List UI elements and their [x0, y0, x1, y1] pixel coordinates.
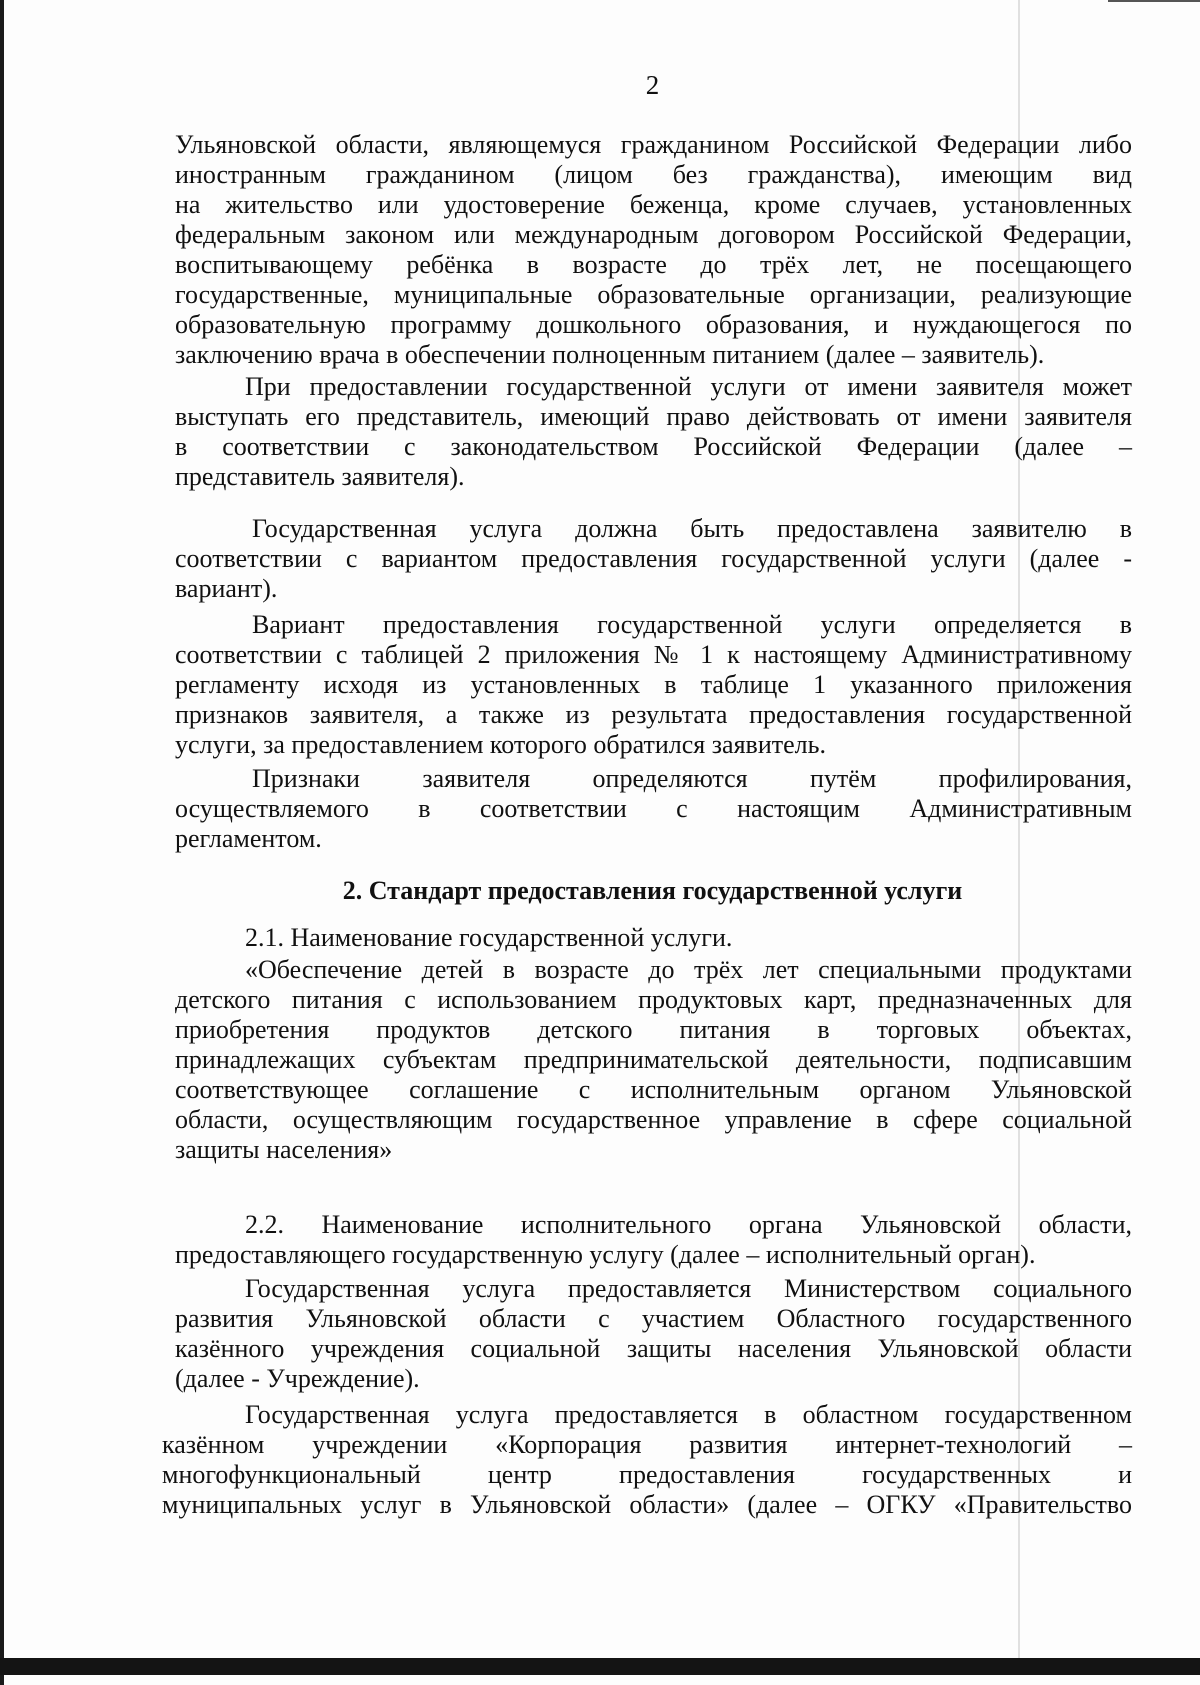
- text-line: заключению врача в обеспечении полноценным питанием (далее – заявитель).: [175, 340, 1045, 369]
- text-line: Вариант предоставления государственной услуги определяется в: [252, 610, 1132, 639]
- text-line: регламентом.: [175, 824, 322, 853]
- text-line: в соответствии с законодательством Российской Федерации (далее –: [175, 432, 1132, 461]
- text-line: принадлежащих субъектам предпринимательской деятельности, подписавшим: [175, 1045, 1132, 1074]
- section-heading: 2. Стандарт предоставления государственной услуги: [342, 876, 963, 905]
- page-number: 2: [645, 70, 660, 100]
- text-line: соответствии с таблицей 2 приложения № 1 к настоящему Административному: [175, 640, 1132, 669]
- text-line: соответствии с вариантом предоставления государственной услуги (далее -: [175, 544, 1132, 573]
- text-line: воспитывающему ребёнка в возрасте до трёх лет, не посещающего: [175, 250, 1132, 279]
- scan-bottom-bar: [0, 1658, 1200, 1675]
- text-line: Государственная услуга предоставляется в областном государственном: [245, 1400, 1132, 1429]
- text-line: Государственная услуга предоставляется Министерством социального: [245, 1274, 1132, 1303]
- scan-left-edge: [0, 0, 4, 1685]
- scan-top-mark: [1108, 0, 1200, 2]
- text-line: вариант).: [175, 574, 278, 603]
- text-line: государственные, муниципальные образовательные организации, реализующие: [175, 280, 1132, 309]
- text-line: предоставляющего государственную услугу (далее – исполнительный орган).: [175, 1240, 1036, 1269]
- text-line: на жительство или удостоверение беженца, кроме случаев, установленных: [175, 190, 1132, 219]
- text-line: муниципальных услуг в Ульяновской области» (далее – ОГКУ «Правительство: [162, 1490, 1132, 1519]
- subsection-title: 2.2. Наименование исполнительного органа Ульяновской области,: [245, 1210, 1132, 1239]
- text-line: выступать его представитель, имеющий право действовать от имени заявителя: [175, 402, 1132, 431]
- text-line: казённого учреждения социальной защиты населения Ульяновской области: [175, 1334, 1132, 1363]
- text-line: области, осуществляющим государственное управление в сфере социальной: [175, 1105, 1132, 1134]
- text-line: (далее - Учреждение).: [175, 1364, 420, 1393]
- text-line: регламенту исходя из установленных в таблице 1 указанного приложения: [175, 670, 1132, 699]
- text-line: При предоставлении государственной услуги от имени заявителя может: [245, 372, 1132, 401]
- text-line: казённом учреждении «Корпорация развития интернет-технологий –: [162, 1430, 1132, 1459]
- text-line: Ульяновской области, являющемуся гражданином Российской Федерации либо: [175, 130, 1132, 159]
- text-line: услуги, за предоставлением которого обратился заявитель.: [175, 730, 826, 759]
- text-line: иностранным гражданином (лицом без гражданства), имеющим вид: [175, 160, 1132, 189]
- text-line: признаков заявителя, а также из результата предоставления государственной: [175, 700, 1132, 729]
- subsection-title: 2.1. Наименование государственной услуги.: [245, 923, 733, 952]
- text-line: развития Ульяновской области с участием Областного государственного: [175, 1304, 1132, 1333]
- text-line: представитель заявителя).: [175, 462, 465, 491]
- text-line: детского питания с использованием продуктовых карт, предназначенных для: [175, 985, 1132, 1014]
- text-line: образовательную программу дошкольного образования, и нуждающегося по: [175, 310, 1132, 339]
- text-line: Признаки заявителя определяются путём профилирования,: [252, 764, 1132, 793]
- text-line: «Обеспечение детей в возрасте до трёх лет специальными продуктами: [245, 955, 1132, 984]
- text-line: осуществляемого в соответствии с настоящим Административным: [175, 794, 1132, 823]
- text-line: Государственная услуга должна быть предоставлена заявителю в: [252, 514, 1132, 543]
- text-line: защиты населения»: [175, 1135, 393, 1164]
- text-line: федеральным законом или международным договором Российской Федерации,: [175, 220, 1132, 249]
- text-line: приобретения продуктов детского питания в торговых объектах,: [175, 1015, 1132, 1044]
- text-line: соответствующее соглашение с исполнительным органом Ульяновской: [175, 1075, 1132, 1104]
- text-line: многофункциональный центр предоставления государственных и: [162, 1460, 1132, 1489]
